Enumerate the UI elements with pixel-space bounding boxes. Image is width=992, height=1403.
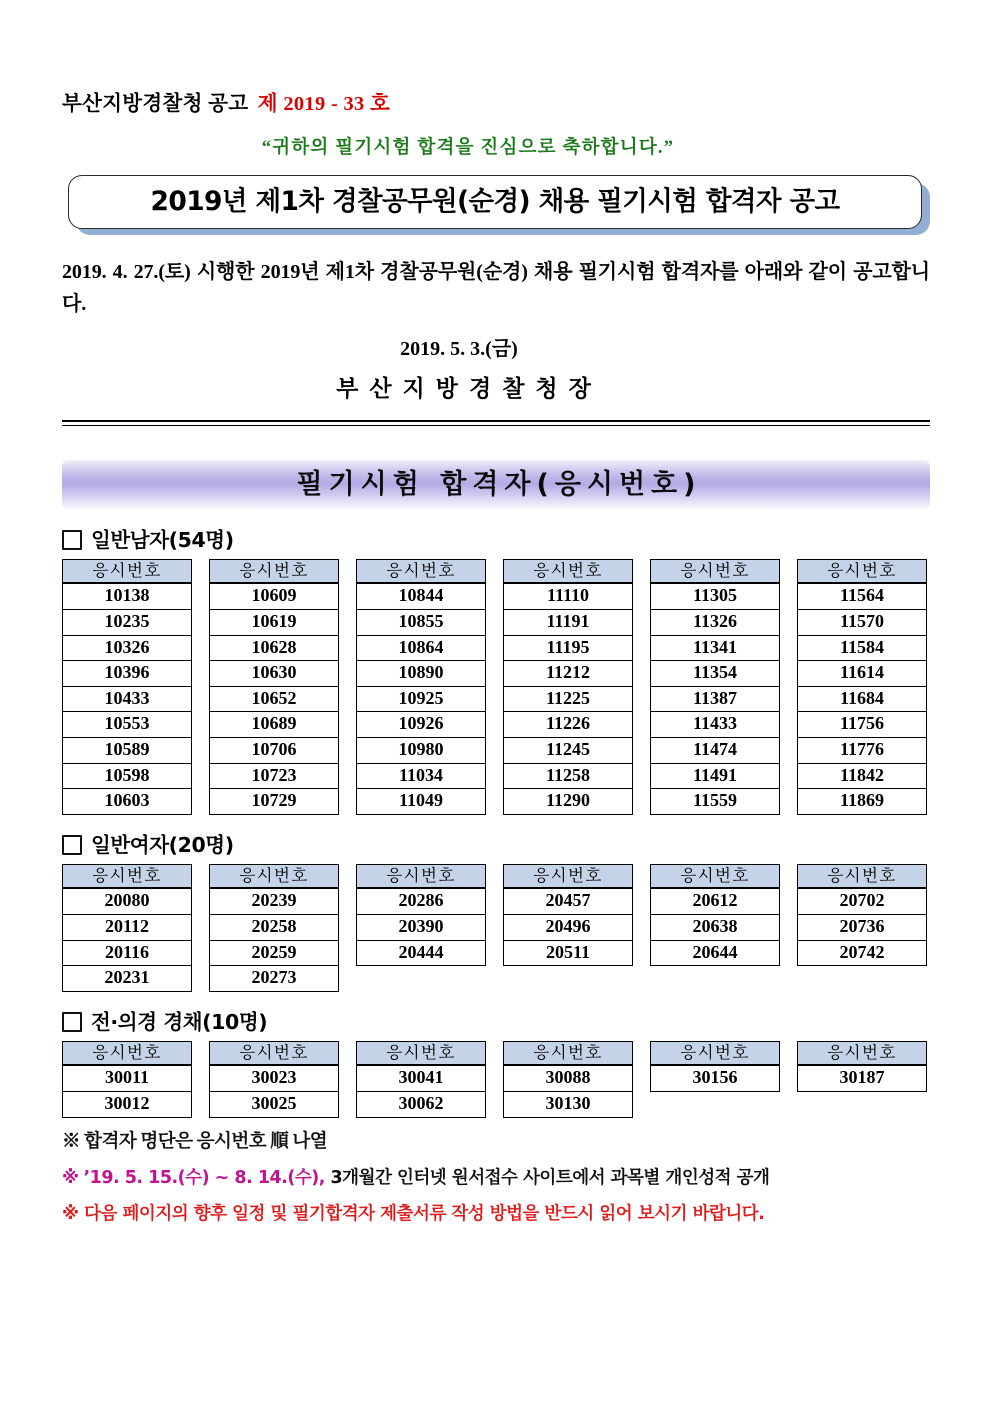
column-header-exam-number: 응시번호 <box>63 865 192 889</box>
horizontal-double-rule <box>62 420 930 426</box>
table-row <box>651 789 780 815</box>
exam-number-cell: 11110 <box>504 583 633 609</box>
number-table-slot <box>209 559 349 814</box>
number-table-slot <box>356 864 496 992</box>
exam-number-cell: 11776 <box>798 737 927 763</box>
table-row <box>651 686 780 712</box>
exam-number-cell: 11226 <box>504 712 633 738</box>
table-header-row <box>63 865 192 889</box>
exam-number-cell: 20080 <box>63 888 192 914</box>
table-row <box>210 914 339 940</box>
table-row <box>63 940 192 966</box>
exam-number-cell: 20702 <box>798 888 927 914</box>
exam-number-cell: 11842 <box>798 763 927 789</box>
exam-number-cell: 11326 <box>651 610 780 636</box>
exam-number-cell: 10553 <box>63 712 192 738</box>
table-row <box>504 661 633 687</box>
section-banner-wrap <box>62 460 930 510</box>
column-header-exam-number: 응시번호 <box>63 560 192 584</box>
number-table-slot <box>797 864 937 992</box>
table-row <box>651 763 780 789</box>
exam-number-cell: 20112 <box>63 914 192 940</box>
table-row <box>357 661 486 687</box>
exam-number-cell: 10844 <box>357 583 486 609</box>
exam-number-table <box>356 864 486 966</box>
column-header-exam-number: 응시번호 <box>210 865 339 889</box>
table-row <box>357 763 486 789</box>
table-row <box>357 583 486 609</box>
category-title: 일반여자(20명) <box>91 832 234 857</box>
section-banner <box>62 460 930 510</box>
table-row <box>63 737 192 763</box>
exam-number-cell: 11491 <box>651 763 780 789</box>
table-row <box>651 610 780 636</box>
table-row <box>504 635 633 661</box>
table-row <box>798 737 927 763</box>
main-title-banner <box>62 173 930 235</box>
issuing-agency-label: 부산지방경찰청 공고 <box>62 93 249 115</box>
table-header-row <box>357 865 486 889</box>
column-header-exam-number: 응시번호 <box>357 560 486 584</box>
table-row <box>651 635 780 661</box>
table-row <box>798 635 927 661</box>
exam-number-cell: 11245 <box>504 737 633 763</box>
exam-number-cell: 20273 <box>210 966 339 992</box>
exam-number-table <box>62 559 192 814</box>
table-row <box>504 610 633 636</box>
note-next-page-warning: ※ 다음 페이지의 향후 일정 및 필기합격자 제출서류 작성 방법을 반드시 읽어 보시기 바랍니다. <box>62 1203 765 1224</box>
column-header-exam-number: 응시번호 <box>504 1042 633 1066</box>
column-header-exam-number: 응시번호 <box>651 865 780 889</box>
number-table-slot <box>356 1041 496 1117</box>
exam-number-cell: 10235 <box>63 610 192 636</box>
exam-number-cell: 10589 <box>63 737 192 763</box>
table-row <box>651 737 780 763</box>
table-row <box>504 686 633 712</box>
exam-number-table <box>503 864 633 966</box>
number-table-slot <box>209 1041 349 1117</box>
exam-number-cell: 10603 <box>63 789 192 815</box>
table-row <box>504 737 633 763</box>
number-table-slot <box>62 864 202 992</box>
category-header <box>62 1009 930 1034</box>
category-header <box>62 832 930 857</box>
table-row <box>798 1065 927 1091</box>
exam-number-cell: 20511 <box>504 940 633 966</box>
table-header-row <box>798 560 927 584</box>
sections-container <box>62 527 930 1118</box>
exam-number-cell: 10926 <box>357 712 486 738</box>
table-header-row <box>651 560 780 584</box>
number-table-slot <box>356 559 496 814</box>
exam-number-cell: 10433 <box>63 686 192 712</box>
exam-number-cell: 10706 <box>210 737 339 763</box>
table-row <box>798 914 927 940</box>
table-row <box>63 914 192 940</box>
exam-number-cell: 11869 <box>798 789 927 815</box>
table-row <box>504 914 633 940</box>
table-row <box>357 712 486 738</box>
exam-number-cell: 30156 <box>651 1065 780 1091</box>
exam-number-cell: 11212 <box>504 661 633 687</box>
category-title: 전·의경 경채(10명) <box>91 1009 268 1034</box>
exam-number-table <box>797 864 927 966</box>
number-table-slot <box>650 864 790 992</box>
exam-number-cell: 10855 <box>357 610 486 636</box>
exam-number-table <box>356 559 486 814</box>
table-row <box>651 888 780 914</box>
number-table-slot <box>650 559 790 814</box>
square-bullet-icon <box>62 530 82 550</box>
exam-number-table <box>797 1041 927 1092</box>
exam-number-cell: 10138 <box>63 583 192 609</box>
issuer-signature: 부산지방경찰청장 <box>336 375 602 401</box>
number-table-slot <box>797 1041 937 1117</box>
table-row <box>651 583 780 609</box>
exam-number-table <box>62 1041 192 1117</box>
exam-number-cell: 11684 <box>798 686 927 712</box>
table-row <box>210 635 339 661</box>
table-row <box>210 661 339 687</box>
table-row <box>504 583 633 609</box>
document-number: 제 2019 - 33 호 <box>257 93 391 115</box>
table-row <box>504 1065 633 1091</box>
table-row <box>504 763 633 789</box>
exam-number-cell: 30011 <box>63 1065 192 1091</box>
exam-number-cell: 11034 <box>357 763 486 789</box>
masthead <box>62 0 930 116</box>
exam-number-cell: 11191 <box>504 610 633 636</box>
category-section <box>62 1009 930 1118</box>
exam-number-cell: 30012 <box>63 1091 192 1117</box>
congratulation-message: “귀하의 필기시험 합격을 진심으로 축하합니다.” <box>261 138 675 158</box>
number-table-group <box>62 559 930 814</box>
exam-number-cell: 11354 <box>651 661 780 687</box>
exam-number-cell: 10980 <box>357 737 486 763</box>
column-header-exam-number: 응시번호 <box>210 1042 339 1066</box>
exam-number-cell: 20457 <box>504 888 633 914</box>
intro-paragraph: 2019. 4. 27.(토) 시행한 2019년 제1차 경찰공무원(순경) 채용 필기시험 합격자를 아래와 같이 공고합니다. <box>62 261 930 316</box>
table-row <box>651 940 780 966</box>
exam-number-cell: 30062 <box>357 1091 486 1117</box>
exam-number-cell: 11195 <box>504 635 633 661</box>
section-banner-label: 필기시험 합격자(응시번호) <box>296 469 702 501</box>
exam-number-cell: 10326 <box>63 635 192 661</box>
table-row <box>504 712 633 738</box>
exam-number-cell: 20231 <box>63 966 192 992</box>
exam-number-cell: 11559 <box>651 789 780 815</box>
exam-number-cell: 11305 <box>651 583 780 609</box>
table-row <box>210 583 339 609</box>
table-row <box>63 661 192 687</box>
exam-number-table <box>209 864 339 992</box>
table-header-row <box>210 865 339 889</box>
exam-number-table <box>356 1041 486 1117</box>
exam-number-cell: 30187 <box>798 1065 927 1091</box>
exam-number-cell: 20239 <box>210 888 339 914</box>
table-row <box>63 763 192 789</box>
table-header-row <box>651 865 780 889</box>
table-header-row <box>798 865 927 889</box>
number-table-slot <box>503 559 643 814</box>
exam-number-cell: 10619 <box>210 610 339 636</box>
table-header-row <box>357 1042 486 1066</box>
exam-number-table <box>503 559 633 814</box>
table-header-row <box>210 560 339 584</box>
note-order: ※ 합격자 명단은 응시번호 順 나열 <box>62 1131 328 1152</box>
number-table-slot <box>62 1041 202 1117</box>
exam-number-table <box>650 864 780 966</box>
exam-number-cell: 11225 <box>504 686 633 712</box>
exam-number-cell: 20644 <box>651 940 780 966</box>
column-header-exam-number: 응시번호 <box>357 1042 486 1066</box>
table-row <box>798 789 927 815</box>
table-row <box>63 583 192 609</box>
exam-number-table <box>209 559 339 814</box>
exam-number-cell: 11290 <box>504 789 633 815</box>
table-row <box>63 686 192 712</box>
note-score-disclosure <box>62 1168 930 1190</box>
exam-number-cell: 10630 <box>210 661 339 687</box>
table-header-row <box>504 865 633 889</box>
exam-number-table <box>209 1041 339 1117</box>
table-row <box>651 712 780 738</box>
exam-number-table <box>797 559 927 814</box>
table-row <box>210 888 339 914</box>
exam-number-cell: 11474 <box>651 737 780 763</box>
table-row <box>504 789 633 815</box>
table-row <box>210 610 339 636</box>
number-table-slot <box>797 559 937 814</box>
exam-number-cell: 20390 <box>357 914 486 940</box>
table-row <box>357 888 486 914</box>
category-title: 일반남자(54명) <box>91 527 234 552</box>
exam-number-cell: 30088 <box>504 1065 633 1091</box>
page-title: 2019년 제1차 경찰공무원(순경) 채용 필기시험 합격자 공고 <box>150 185 840 217</box>
square-bullet-icon <box>62 835 82 855</box>
table-row <box>357 1091 486 1117</box>
exam-number-cell: 10628 <box>210 635 339 661</box>
note-mark-icon: ※ <box>62 1167 79 1188</box>
column-header-exam-number: 응시번호 <box>504 560 633 584</box>
exam-number-cell: 11341 <box>651 635 780 661</box>
exam-number-table <box>62 864 192 992</box>
table-row <box>210 1065 339 1091</box>
column-header-exam-number: 응시번호 <box>651 560 780 584</box>
number-table-slot <box>62 559 202 814</box>
table-row <box>210 737 339 763</box>
column-header-exam-number: 응시번호 <box>798 865 927 889</box>
exam-number-cell: 11049 <box>357 789 486 815</box>
table-row <box>798 888 927 914</box>
table-header-row <box>504 560 633 584</box>
table-header-row <box>651 1042 780 1066</box>
table-row <box>210 686 339 712</box>
column-header-exam-number: 응시번호 <box>504 865 633 889</box>
table-row <box>63 789 192 815</box>
column-header-exam-number: 응시번호 <box>798 560 927 584</box>
exam-number-cell: 10396 <box>63 661 192 687</box>
table-row <box>357 1065 486 1091</box>
exam-number-cell: 10609 <box>210 583 339 609</box>
exam-number-cell: 30041 <box>357 1065 486 1091</box>
exam-number-cell: 20496 <box>504 914 633 940</box>
table-row <box>63 635 192 661</box>
column-header-exam-number: 응시번호 <box>210 560 339 584</box>
exam-number-cell: 10598 <box>63 763 192 789</box>
exam-number-cell: 20259 <box>210 940 339 966</box>
exam-number-cell: 20258 <box>210 914 339 940</box>
table-row <box>210 789 339 815</box>
exam-number-cell: 20736 <box>798 914 927 940</box>
category-header <box>62 527 930 552</box>
exam-number-cell: 11584 <box>798 635 927 661</box>
exam-number-cell: 20444 <box>357 940 486 966</box>
table-row <box>357 635 486 661</box>
table-row <box>63 610 192 636</box>
exam-number-cell: 11387 <box>651 686 780 712</box>
column-header-exam-number: 응시번호 <box>798 1042 927 1066</box>
exam-number-cell: 20742 <box>798 940 927 966</box>
table-row <box>504 888 633 914</box>
exam-number-cell: 11756 <box>798 712 927 738</box>
column-header-exam-number: 응시번호 <box>651 1042 780 1066</box>
table-row <box>504 940 633 966</box>
exam-number-cell: 20612 <box>651 888 780 914</box>
exam-number-cell: 11564 <box>798 583 927 609</box>
exam-number-cell: 11614 <box>798 661 927 687</box>
table-row <box>357 686 486 712</box>
exam-number-cell: 10925 <box>357 686 486 712</box>
table-row <box>210 1091 339 1117</box>
table-row <box>357 610 486 636</box>
exam-number-cell: 30130 <box>504 1091 633 1117</box>
table-row <box>210 966 339 992</box>
exam-number-cell: 10864 <box>357 635 486 661</box>
title-box <box>68 175 922 229</box>
table-header-row <box>357 560 486 584</box>
table-header-row <box>798 1042 927 1066</box>
table-header-row <box>63 1042 192 1066</box>
exam-number-cell: 11258 <box>504 763 633 789</box>
table-row <box>651 914 780 940</box>
table-row <box>798 712 927 738</box>
number-table-slot <box>503 864 643 992</box>
table-row <box>63 712 192 738</box>
table-row <box>63 966 192 992</box>
table-row <box>651 1065 780 1091</box>
exam-number-cell: 30023 <box>210 1065 339 1091</box>
table-header-row <box>63 560 192 584</box>
exam-number-cell: 10652 <box>210 686 339 712</box>
exam-number-cell: 30025 <box>210 1091 339 1117</box>
exam-number-cell: 11570 <box>798 610 927 636</box>
table-row <box>798 661 927 687</box>
table-row <box>63 1091 192 1117</box>
table-row <box>210 712 339 738</box>
table-row <box>357 914 486 940</box>
exam-number-cell: 10723 <box>210 763 339 789</box>
table-row <box>63 1065 192 1091</box>
table-row <box>798 583 927 609</box>
number-table-slot <box>503 1041 643 1117</box>
square-bullet-icon <box>62 1012 82 1032</box>
table-row <box>798 610 927 636</box>
table-row <box>357 737 486 763</box>
exam-number-cell: 11433 <box>651 712 780 738</box>
exam-number-cell: 20638 <box>651 914 780 940</box>
table-row <box>651 661 780 687</box>
note-score-text: 3개월간 인터넷 원서접수 사이트에서 과목별 개인성적 공개 <box>330 1167 770 1188</box>
table-row <box>504 1091 633 1117</box>
number-table-slot <box>209 864 349 992</box>
table-header-row <box>210 1042 339 1066</box>
exam-number-table <box>503 1041 633 1117</box>
table-row <box>210 940 339 966</box>
exam-number-cell: 20116 <box>63 940 192 966</box>
exam-number-cell: 10729 <box>210 789 339 815</box>
table-row <box>798 763 927 789</box>
category-section <box>62 527 930 815</box>
table-row <box>210 763 339 789</box>
exam-number-table <box>650 559 780 814</box>
note-date-range: ’19. 5. 15.(수) ~ 8. 14.(수), <box>83 1167 325 1188</box>
issue-date: 2019. 5. 3.(금) <box>400 337 518 360</box>
number-table-group <box>62 1041 930 1117</box>
exam-number-cell: 10689 <box>210 712 339 738</box>
category-section <box>62 832 930 992</box>
table-row <box>357 789 486 815</box>
table-row <box>63 888 192 914</box>
table-header-row <box>504 1042 633 1066</box>
table-row <box>357 940 486 966</box>
table-row <box>798 686 927 712</box>
exam-number-table <box>650 1041 780 1092</box>
number-table-slot <box>650 1041 790 1117</box>
notes-container <box>62 1131 930 1226</box>
exam-number-cell: 20286 <box>357 888 486 914</box>
column-header-exam-number: 응시번호 <box>63 1042 192 1066</box>
exam-number-cell: 10890 <box>357 661 486 687</box>
table-row <box>798 940 927 966</box>
number-table-group <box>62 864 930 992</box>
column-header-exam-number: 응시번호 <box>357 865 486 889</box>
